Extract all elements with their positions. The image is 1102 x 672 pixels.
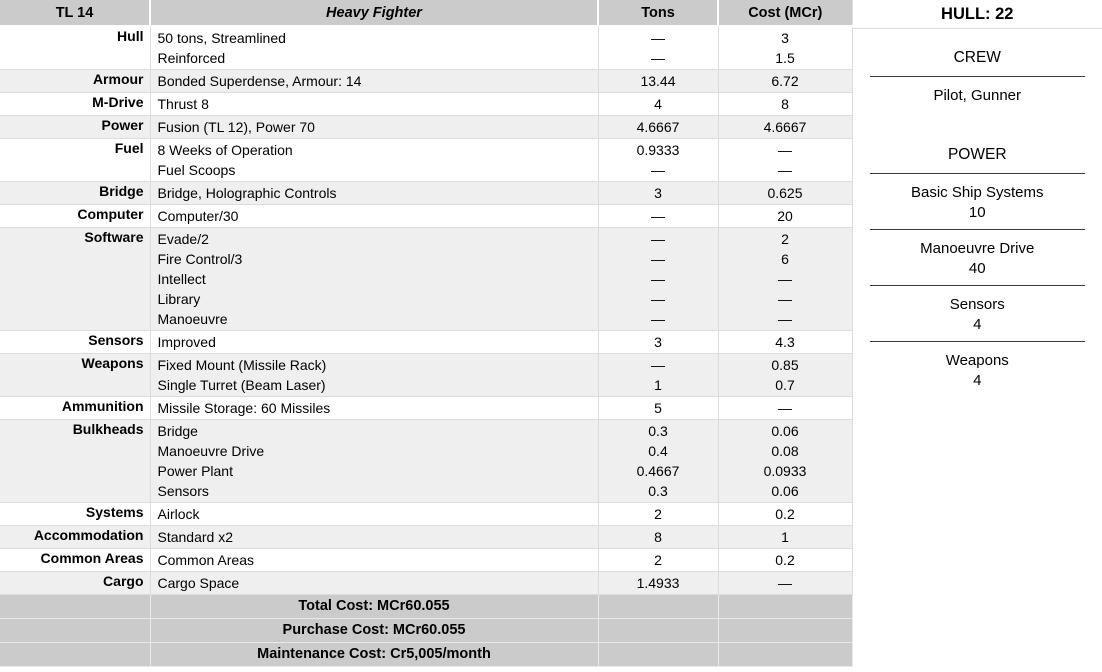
table-row — [0, 549, 852, 572]
item-cost: 0.06 — [771, 483, 799, 499]
item-desc: Evade/2 — [157, 231, 209, 247]
header-ship-name: Heavy Fighter — [150, 0, 598, 26]
power-item-value: 4 — [973, 316, 982, 333]
totals-spacer — [718, 595, 852, 619]
power-item-name: Weapons — [945, 352, 1009, 369]
power-item-name: Basic Ship Systems — [910, 184, 1044, 201]
crew-section-title: CREW — [953, 49, 1001, 66]
item-cost: 8 — [781, 96, 789, 112]
totals-text: Total Cost: MCr60.055 — [150, 595, 598, 619]
item-cost: 0.85 — [771, 357, 799, 373]
row-descriptions — [150, 116, 598, 139]
totals-text: Purchase Cost: MCr60.055 — [150, 619, 598, 643]
item-desc: Power Plant — [157, 463, 233, 479]
row-costs — [718, 93, 852, 116]
row-costs — [718, 182, 852, 205]
row-tons — [598, 503, 718, 526]
row-tons — [598, 93, 718, 116]
item-desc: Common Areas — [157, 552, 254, 568]
row-tons — [598, 572, 718, 595]
row-descriptions — [150, 526, 598, 549]
item-tons: 0.3 — [648, 483, 668, 499]
row-descriptions — [150, 139, 598, 182]
row-descriptions — [150, 503, 598, 526]
table-row — [0, 331, 852, 354]
item-cost: — — [778, 162, 792, 178]
row-label: Common Areas — [0, 549, 150, 572]
item-tons: 4.6667 — [636, 119, 680, 135]
row-descriptions — [150, 70, 598, 93]
totals-spacer — [598, 643, 718, 667]
row-tons — [598, 182, 718, 205]
item-desc: Bridge — [157, 423, 198, 439]
power-section-title: POWER — [947, 146, 1007, 163]
crew-list: Pilot, Gunner — [933, 87, 1022, 104]
row-descriptions — [150, 228, 598, 331]
item-tons: 0.3 — [648, 423, 668, 439]
item-tons: 1.4933 — [636, 575, 680, 591]
row-descriptions — [150, 26, 598, 70]
power-item-name: Manoeuvre Drive — [920, 240, 1035, 257]
item-cost: 0.08 — [771, 443, 799, 459]
row-label: Fuel — [0, 139, 150, 182]
row-costs — [718, 205, 852, 228]
item-desc: Fusion (TL 12), Power 70 — [157, 119, 315, 135]
totals-spacer — [598, 619, 718, 643]
table-row — [0, 354, 852, 397]
item-desc: Library — [157, 291, 201, 307]
row-costs — [718, 26, 852, 70]
row-label: Software — [0, 228, 150, 331]
item-tons: 4 — [654, 96, 662, 112]
table-row — [0, 205, 852, 228]
item-tons: — — [651, 50, 665, 66]
item-cost: 1 — [781, 529, 789, 545]
item-tons: — — [651, 271, 665, 287]
item-cost: 0.7 — [775, 377, 795, 393]
totals-spacer — [0, 619, 150, 643]
item-tons: — — [651, 231, 665, 247]
table-row — [0, 93, 852, 116]
row-label: Power — [0, 116, 150, 139]
item-cost: 6.72 — [771, 73, 799, 89]
item-tons: — — [651, 208, 665, 224]
power-item — [853, 230, 1102, 279]
item-desc: Computer/30 — [157, 208, 239, 224]
item-tons: 8 — [654, 529, 662, 545]
item-cost: 0.2 — [775, 506, 795, 522]
totals-spacer — [718, 619, 852, 643]
item-cost: 0.06 — [771, 423, 799, 439]
table-row — [0, 397, 852, 420]
row-costs — [718, 228, 852, 331]
row-tons — [598, 526, 718, 549]
item-tons: 0.4667 — [636, 463, 680, 479]
item-desc: Reinforced — [157, 50, 226, 66]
row-descriptions — [150, 572, 598, 595]
totals-spacer — [0, 643, 150, 667]
item-cost: 20 — [777, 208, 793, 224]
header-row — [0, 0, 852, 26]
hull-title: HULL: 22 — [853, 0, 1102, 29]
row-tons — [598, 70, 718, 93]
item-tons: — — [651, 357, 665, 373]
item-desc: Sensors — [157, 483, 209, 499]
table-row — [0, 503, 852, 526]
row-costs — [718, 139, 852, 182]
item-desc: Airlock — [157, 506, 200, 522]
item-cost: — — [778, 311, 792, 327]
item-cost: — — [778, 271, 792, 287]
table-row — [0, 26, 852, 70]
item-tons: 5 — [654, 400, 662, 416]
item-tons: 1 — [654, 377, 662, 393]
item-desc: 50 tons, Streamlined — [157, 30, 286, 46]
power-item — [853, 342, 1102, 391]
item-cost: — — [778, 575, 792, 591]
row-label: Bulkheads — [0, 420, 150, 503]
item-desc: Bonded Superdense, Armour: 14 — [157, 73, 362, 89]
item-cost: — — [778, 291, 792, 307]
item-cost: 0.2 — [775, 552, 795, 568]
row-label: Sensors — [0, 331, 150, 354]
row-label: Accommodation — [0, 526, 150, 549]
item-desc: Fixed Mount (Missile Rack) — [157, 357, 327, 373]
totals-spacer — [718, 643, 852, 667]
row-costs — [718, 397, 852, 420]
power-item — [853, 174, 1102, 223]
sidebar — [853, 0, 1102, 672]
table-row — [0, 139, 852, 182]
row-label: Systems — [0, 503, 150, 526]
row-label: Hull — [0, 26, 150, 70]
item-desc: Fire Control/3 — [157, 251, 243, 267]
row-costs — [718, 116, 852, 139]
item-cost: 3 — [781, 30, 789, 46]
row-label: Armour — [0, 70, 150, 93]
row-label: Weapons — [0, 354, 150, 397]
totals-text: Maintenance Cost: Cr5,005/month — [150, 643, 598, 667]
item-cost: 0.625 — [767, 185, 803, 201]
item-tons: — — [651, 311, 665, 327]
item-tons: 0.4 — [648, 443, 668, 459]
power-item-name: Sensors — [949, 296, 1005, 313]
header-cost: Cost (MCr) — [718, 0, 852, 26]
item-cost: 2 — [781, 231, 789, 247]
totals-spacer — [0, 595, 150, 619]
item-desc: Manoeuvre Drive — [157, 443, 265, 459]
row-descriptions — [150, 397, 598, 420]
item-desc: Thrust 8 — [157, 96, 209, 112]
totals-spacer — [598, 595, 718, 619]
power-item-value: 40 — [968, 260, 986, 277]
table-row — [0, 182, 852, 205]
power-item-value: 4 — [973, 372, 982, 389]
item-desc: Intellect — [157, 271, 206, 287]
row-descriptions — [150, 182, 598, 205]
row-tons — [598, 397, 718, 420]
row-tons — [598, 331, 718, 354]
item-tons: 3 — [654, 185, 662, 201]
row-descriptions — [150, 331, 598, 354]
row-tons — [598, 26, 718, 70]
table-row — [0, 572, 852, 595]
row-label: Bridge — [0, 182, 150, 205]
item-cost: 6 — [781, 251, 789, 267]
row-costs — [718, 526, 852, 549]
row-costs — [718, 420, 852, 503]
item-cost: 1.5 — [775, 50, 795, 66]
item-tons: 13.44 — [640, 73, 676, 89]
row-tons — [598, 116, 718, 139]
table-row — [0, 420, 852, 503]
power-items — [853, 174, 1102, 391]
section-divider — [870, 76, 1086, 77]
header-tl: TL 14 — [0, 0, 150, 26]
row-label: Computer — [0, 205, 150, 228]
row-label: Ammunition — [0, 397, 150, 420]
item-desc: Missile Storage: 60 Missiles — [157, 400, 331, 416]
item-desc: Cargo Space — [157, 575, 240, 591]
item-tons: — — [651, 30, 665, 46]
item-desc: Manoeuvre — [157, 311, 228, 327]
totals-row — [0, 643, 852, 667]
row-descriptions — [150, 420, 598, 503]
table-row — [0, 526, 852, 549]
item-tons: — — [651, 251, 665, 267]
item-desc: Bridge, Holographic Controls — [157, 185, 337, 201]
item-cost: 4.3 — [775, 334, 795, 350]
row-descriptions — [150, 549, 598, 572]
row-tons — [598, 205, 718, 228]
row-tons — [598, 139, 718, 182]
item-tons: 3 — [654, 334, 662, 350]
row-descriptions — [150, 93, 598, 116]
item-tons: — — [651, 291, 665, 307]
item-cost: 4.6667 — [763, 119, 807, 135]
table-row — [0, 116, 852, 139]
totals-row — [0, 595, 852, 619]
totals-row — [0, 619, 852, 643]
item-desc: Improved — [157, 334, 216, 350]
item-desc: Fuel Scoops — [157, 162, 236, 178]
power-item-value: 10 — [968, 204, 986, 221]
item-desc: 8 Weeks of Operation — [157, 142, 293, 158]
row-costs — [718, 503, 852, 526]
row-descriptions — [150, 205, 598, 228]
header-tons: Tons — [598, 0, 718, 26]
item-cost: — — [778, 400, 792, 416]
row-costs — [718, 331, 852, 354]
table-row — [0, 228, 852, 331]
row-costs — [718, 70, 852, 93]
row-tons — [598, 228, 718, 331]
row-costs — [718, 572, 852, 595]
item-desc: Single Turret (Beam Laser) — [157, 377, 326, 393]
power-item — [853, 286, 1102, 335]
row-tons — [598, 420, 718, 503]
item-desc: Standard x2 — [157, 529, 233, 545]
item-tons: — — [651, 162, 665, 178]
row-costs — [718, 549, 852, 572]
row-label: M-Drive — [0, 93, 150, 116]
table-row — [0, 70, 852, 93]
row-label: Cargo — [0, 572, 150, 595]
item-cost: — — [778, 142, 792, 158]
item-tons: 0.9333 — [636, 142, 680, 158]
item-tons: 2 — [654, 552, 662, 568]
item-tons: 2 — [654, 506, 662, 522]
item-cost: 0.0933 — [763, 463, 807, 479]
row-tons — [598, 549, 718, 572]
row-tons — [598, 354, 718, 397]
row-descriptions — [150, 354, 598, 397]
row-costs — [718, 354, 852, 397]
